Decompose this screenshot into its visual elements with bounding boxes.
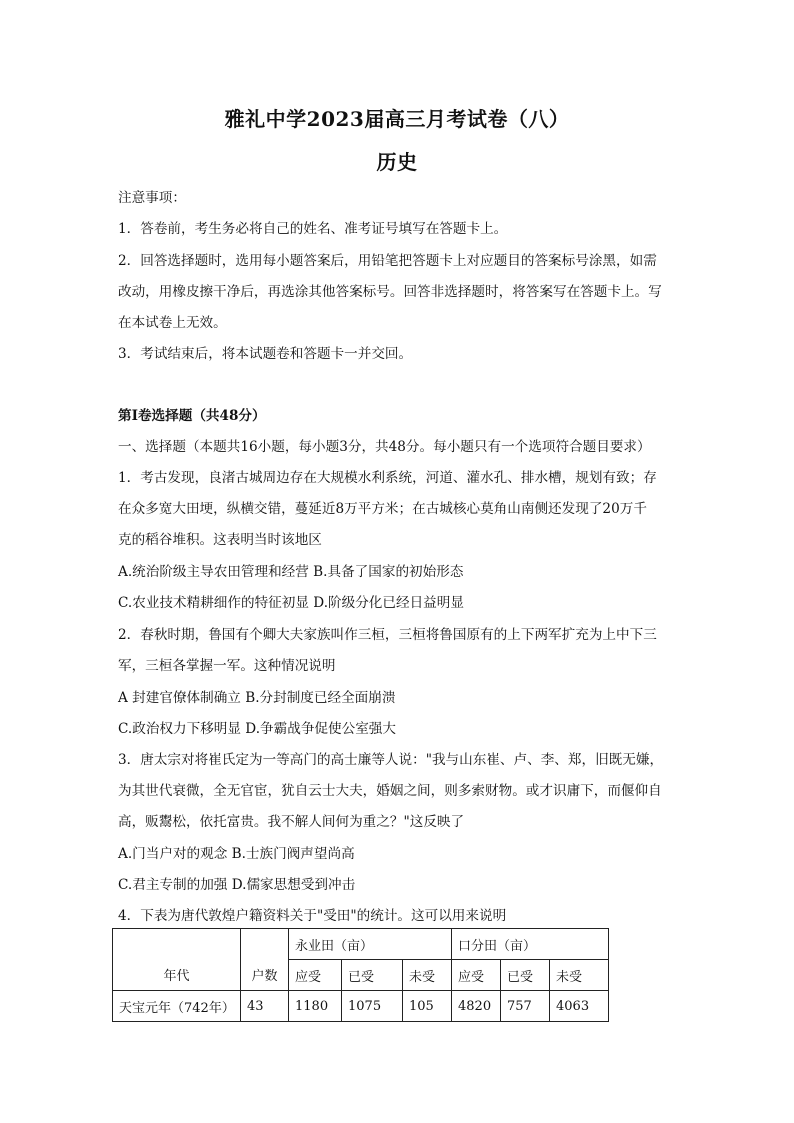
table-subheader-cell: 应受 — [452, 960, 501, 991]
question-3-options: A.门当户对的观念 B.士族门阀声望尚高 — [118, 846, 355, 862]
section-intro: 一、选择题（本题共16小题，每小题3分，共48分。每小题只有一个选项符合题目要求） — [118, 439, 651, 455]
section-title: 第Ⅰ卷选择题（共48分） — [118, 408, 266, 424]
notice-item: 3．考试结束后，将本试题卷和答题卡一并交回。 — [118, 346, 413, 362]
table-header-era: 年代 — [113, 929, 241, 991]
table-header-koufen: 口分田（亩） — [452, 929, 609, 960]
table-header-row — [113, 929, 609, 960]
question-1-options: A.统治阶级主导农田管理和经营 B.具备了国家的初始形态 — [118, 564, 464, 580]
table-cell-households: 43 — [241, 991, 289, 1022]
question-1-text: 1．考古发现，良渚古城周边存在大规模水利系统，河道、灌水孔、排水槽，规划有致；存 — [118, 470, 657, 486]
notice-item: 改动，用橡皮擦干净后，再选涂其他答案标号。回答非选择题时，将答案写在答题卡上。写 — [118, 284, 662, 300]
land-allocation-table — [112, 928, 609, 1022]
question-3-text: 3．唐太宗对将崔氏定为一等高门的高士廉等人说："我与山东崔、卢、李、郑，旧既无嫌， — [118, 752, 664, 768]
table-cell: 4063 — [550, 991, 609, 1022]
table-header-yongye: 永业田（亩） — [289, 929, 452, 960]
table-subheader-cell: 未受 — [550, 960, 609, 991]
notice-item: 2．回答选择题时，选用每小题答案后，用铅笔把答题卡上对应题目的答案标号涂黑，如需 — [118, 253, 657, 269]
table-row — [113, 991, 609, 1022]
table-cell-era: 天宝元年（742年） — [113, 991, 241, 1022]
table-cell: 1180 — [289, 991, 342, 1022]
table-cell: 105 — [403, 991, 452, 1022]
question-3-text: 高，贩鬻松，依托富贵。我不解人间何为重之？"这反映了 — [118, 814, 465, 830]
exam-title: 雅礼中学2023届高三月考试卷（八） — [224, 107, 570, 131]
notice-heading: 注意事项： — [118, 190, 186, 206]
question-3-text: 为其世代衰微，全无官宦，犹自云士大夫，婚姻之间，则多索财物。或才识庸下，而偃仰自 — [118, 783, 662, 799]
question-1-options: C.农业技术精耕细作的特征初显 D.阶级分化已经日益明显 — [118, 595, 464, 611]
question-2-options: A 封建官僚体制确立 B.分封制度已经全面崩溃 — [118, 690, 396, 706]
question-4-text: 4．下表为唐代敦煌户籍资料关于"受田"的统计。这可以用来说明 — [118, 908, 507, 924]
table-subheader-cell: 应受 — [289, 960, 342, 991]
table-cell: 1075 — [342, 991, 403, 1022]
table-subheader-cell: 已受 — [501, 960, 550, 991]
table-header-households: 户数 — [241, 929, 289, 991]
table-subheader-cell: 未受 — [403, 960, 452, 991]
subject-title: 历史 — [376, 150, 418, 174]
notice-item: 1．答卷前，考生务必将自己的姓名、准考证号填写在答题卡上。 — [118, 221, 508, 237]
notice-item: 在本试卷上无效。 — [118, 315, 227, 331]
table-cell: 4820 — [452, 991, 501, 1022]
question-3-options: C.君主专制的加强 D.儒家思想受到冲击 — [118, 877, 356, 893]
table-cell: 757 — [501, 991, 550, 1022]
question-2-text: 军，三桓各掌握一军。这种情况说明 — [118, 658, 336, 674]
table-subheader-cell: 已受 — [342, 960, 403, 991]
question-1-text: 在众多宽大田埂，纵横交错，蔓延近8万平方米；在古城核心莫角山南侧还发现了20万千 — [118, 501, 647, 517]
question-2-options: C.政治权力下移明显 D.争霸战争促使公室强大 — [118, 721, 396, 737]
question-2-text: 2．春秋时期，鲁国有个卿大夫家族叫作三桓，三桓将鲁国原有的上下两军扩充为上中下三 — [118, 627, 657, 643]
question-1-text: 克的稻谷堆积。这表明当时该地区 — [118, 532, 322, 548]
